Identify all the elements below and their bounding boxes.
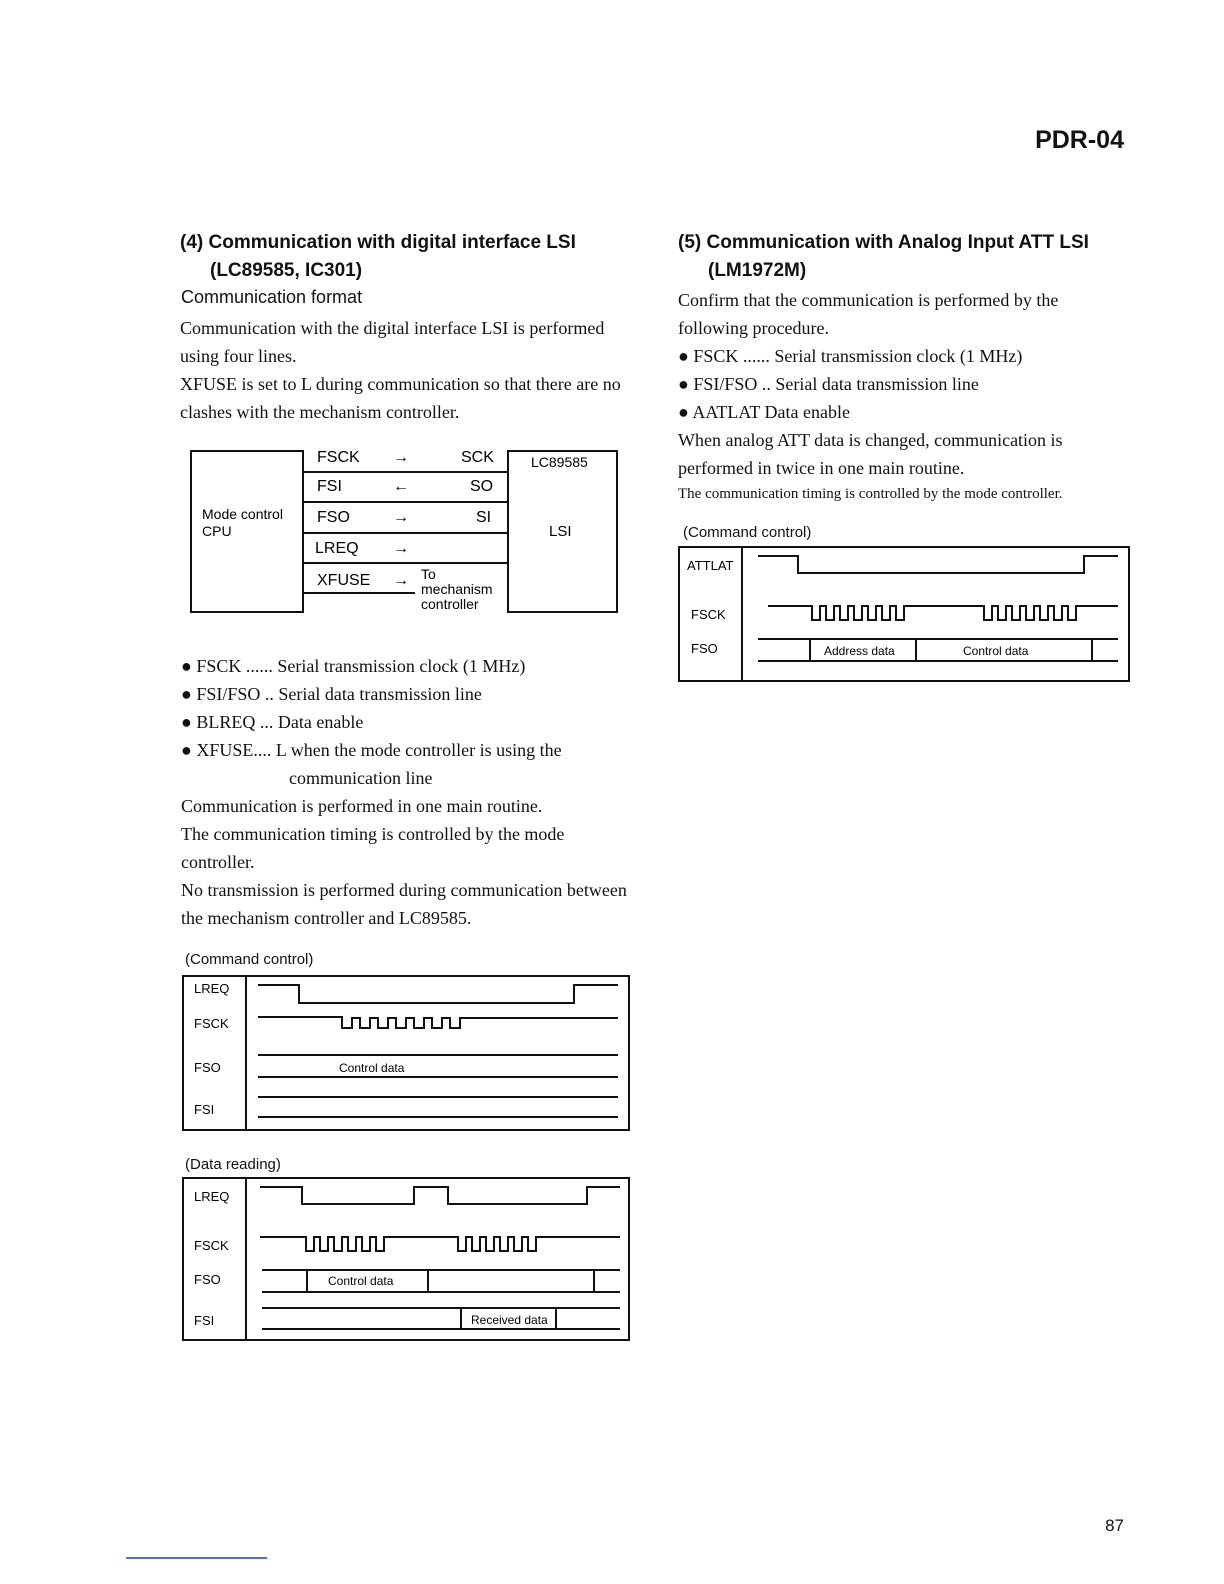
timing3-control-data: Control data [963,644,1029,658]
timing1-label-fso: FSO [194,1060,221,1075]
timing-diagram-att-command-control [678,546,1132,684]
section-5-heading-line1: (5) Communication with Analog Input ATT LSI [678,232,1089,253]
arrow-left-icon: ← [393,478,409,495]
body-line: Communication is performed in one main routine. [181,796,543,816]
page-number: 87 [1105,1516,1124,1535]
timing2-label-fsck: FSCK [194,1238,229,1253]
bullet-item: ● FSI/FSO .. Serial data transmission line [181,684,482,704]
intro-line: XFUSE is set to L during communication so that there are no [180,374,621,394]
mechanism-label-1: To [421,566,436,582]
bullet-continuation: communication line [289,768,433,788]
timing3-label-fso: FSO [691,641,718,656]
body-line: When analog ATT data is changed, communication is [678,430,1063,450]
arrow-right-icon: → [393,449,409,466]
section-4-bullets [181,652,627,932]
target-si: SI [476,509,492,526]
attlat-waveform [758,556,1118,573]
timing1-label-fsi: FSI [194,1102,215,1117]
intro-line: Confirm that the communication is performed by the [678,290,1059,310]
intro-line: Communication with the digital interface LSI is performed [180,318,605,338]
intro-line: clashes with the mechanism controller. [180,402,460,422]
bullet-item: ● XFUSE.... L when the mode controller is using the [181,740,562,760]
section-5-body [678,286,1063,482]
intro-line: using four lines. [180,346,297,366]
bullet-item: ● BLREQ ... Data enable [181,712,364,732]
bullet-item: ● AATLAT Data enable [678,402,850,422]
communication-format-subheading: Communication format [181,287,363,307]
section-4-intro [180,314,621,426]
arrow-right-icon: → [393,509,409,526]
body-line: No transmission is performed during communication between [181,880,627,900]
body-line: the mechanism controller and LC89585. [181,908,472,928]
section-4-heading-line2: (LC89585, IC301) [210,260,363,281]
timing1-label-fsck: FSCK [194,1016,229,1031]
bullet-item: ● FSCK ...... Serial transmission clock (1 MHz) [181,656,526,676]
mechanism-label-3: controller [421,596,479,612]
mechanism-label-2: mechanism [421,581,493,597]
timing1-control-data: Control data [339,1061,405,1075]
lreq-waveform [258,985,618,1003]
section-5-heading [678,229,1089,285]
signal-lreq: LREQ [315,540,359,557]
fsck-waveform [260,1237,620,1251]
body-line: controller. [181,852,255,872]
bullet-item: ● FSCK ...... Serial transmission clock (1 MHz) [678,346,1023,366]
block-diagram [185,442,625,620]
timing-diagram-command-control [182,975,632,1133]
lsi-label: LSI [549,523,572,540]
timing1-caption: (Command control) [185,951,314,968]
timing-diagram-data-reading [182,1177,632,1343]
intro-line: following procedure. [678,318,829,338]
arrow-right-icon: → [393,572,409,589]
bullet-item: ● FSI/FSO .. Serial data transmission line [678,374,979,394]
timing2-label-fso: FSO [194,1272,221,1287]
cpu-label-2: CPU [202,523,232,539]
timing3-address-data: Address data [824,644,895,658]
timing3-label-fsck: FSCK [691,607,726,622]
target-so: SO [470,478,494,495]
page-model-title: PDR-04 [1035,126,1124,154]
section-4-heading [180,229,576,285]
fsck-waveform [768,606,1118,620]
timing3-label-attlat: ATTLAT [687,558,734,573]
lreq-waveform [260,1187,620,1204]
body-line: performed in twice in one main routine. [678,458,965,478]
timing1-label-lreq: LREQ [194,981,230,996]
cpu-label-1: Mode control [202,506,283,522]
timing2-received-data: Received data [471,1313,548,1327]
timing2-label-lreq: LREQ [194,1189,230,1204]
timing2-label-fsi: FSI [194,1313,215,1328]
section-4-heading-line1: (4) Communication with digital interface LSI [180,232,576,253]
timing-note: The communication timing is controlled by the mode controller. [678,486,1063,502]
lsi-name: LC89585 [531,454,588,470]
blue-underline-mark [126,1557,267,1559]
timing2-caption: (Data reading) [185,1156,281,1173]
signal-fsi: FSI [317,478,342,495]
timing2-control-data: Control data [328,1274,394,1288]
body-line: The communication timing is controlled by the mode [181,824,565,844]
section-5-heading-line2: (LM1972M) [708,260,807,281]
signal-xfuse: XFUSE [317,572,371,589]
arrow-right-icon: → [393,540,409,557]
fsck-waveform [258,1017,618,1028]
timing3-caption: (Command control) [683,524,812,541]
signal-fsck: FSCK [317,449,360,466]
target-sck: SCK [461,449,494,466]
signal-fso: FSO [317,509,350,526]
